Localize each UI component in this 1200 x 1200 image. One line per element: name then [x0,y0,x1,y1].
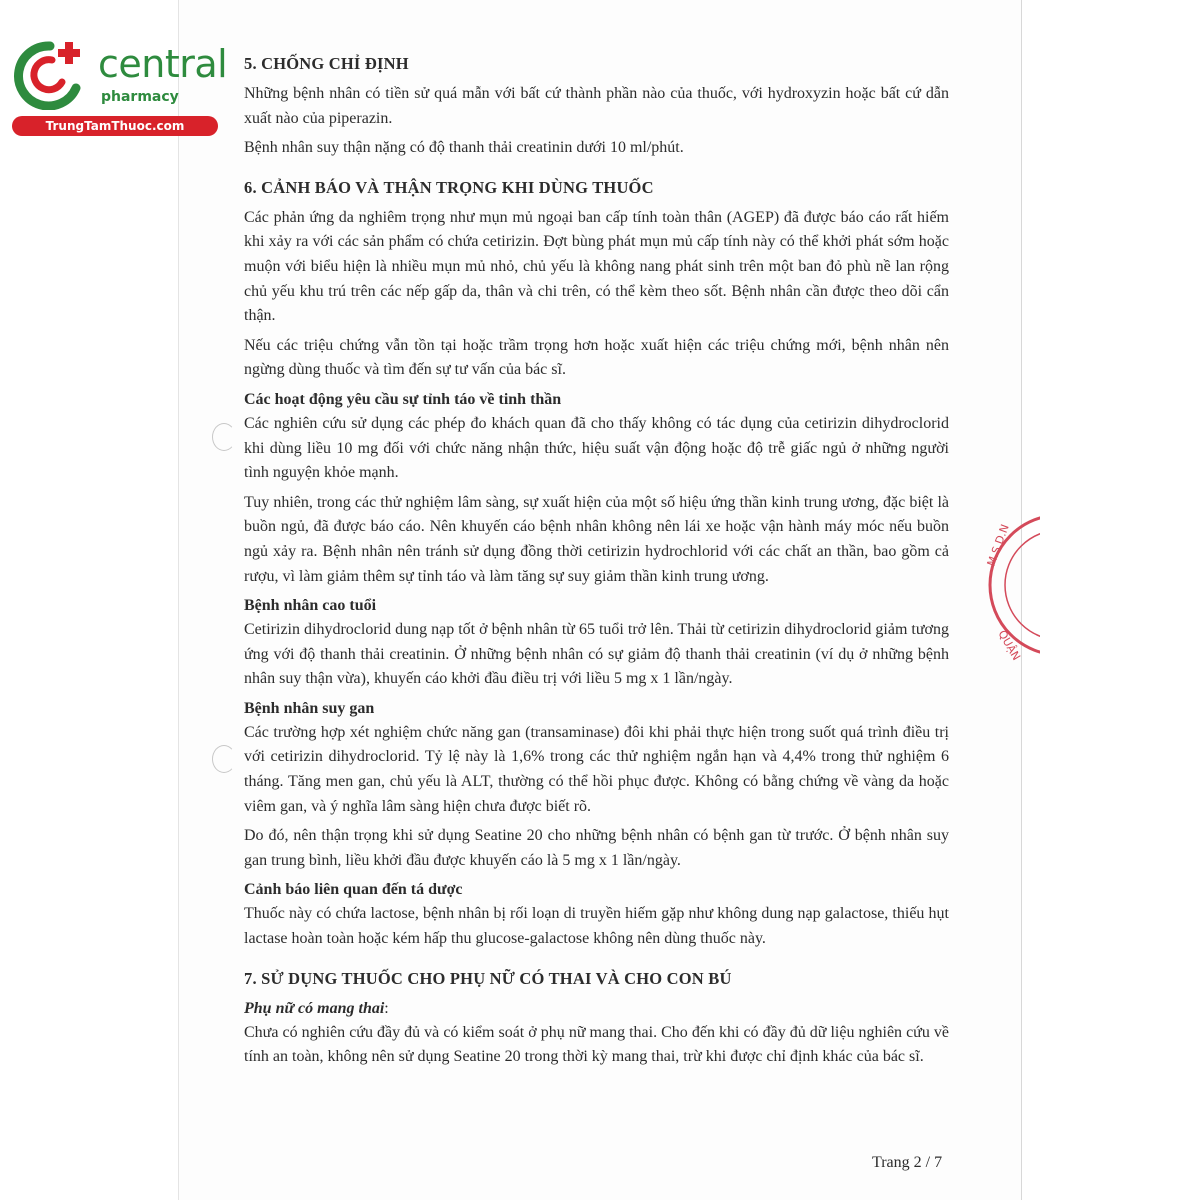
paragraph: Các nghiên cứu sử dụng các phép đo khách quan đã cho thấy không có tác dụng của cetirizin dihydroclorid khi dùng liều 10 mg đối với chức năng nhận thức, hiệu suất vận động hoặc độ trễ giấc ngủ ở những người tình nguyện khỏe mạnh. [244,414,949,482]
red-stamp [980,505,1040,665]
paragraph: Những bệnh nhân có tiền sử quá mẫn với bất cứ thành phần nào của thuốc, với hydroxyzin hoặc bất cứ dẫn xuất nào của piperazin. [244,85,949,127]
paragraph: Các trường hợp xét nghiệm chức năng gan (transaminase) đôi khi phải thực hiện trong suốt quá trình điều trị với cetirizin dihydroclorid. Tỷ lệ này là 1,6% trong các thử nghiệm ngắn hạn và 4,4% trong thử nghiệm 6 tháng. Tăng men gan, chủ yếu là ALT, thường có thể hồi phục được. Không có bằng chứng về vàng da hoặc viêm gan, và ý nghĩa lâm sàng hiện chưa được biết rõ. [244,723,949,815]
punch-hole-mark [212,745,236,773]
logo-site-url[interactable]: TrungTamThuoc.com [12,116,218,136]
paragraph: Tuy nhiên, trong các thử nghiệm lâm sàng, sự xuất hiện của một số hiệu ứng thần kinh trung ương, đặc biệt là buồn ngủ, đã được báo cáo. Nên khuyến cáo bệnh nhân không nên lái xe hoặc vận hành máy móc nếu buồn ngủ xảy ra. Bệnh nhân nên tránh sử dụng đồng thời cetirizin hydrochlorid với các chất an thần, bao gồm cả rượu, vì làm giảm thêm sự tỉnh táo và làm tăng sự suy giảm thần kinh trung ương. [244,493,949,585]
document-content [244,52,949,1075]
subheading: Bệnh nhân suy gan [244,699,375,717]
stamp-text: M.S.D.N [984,522,1012,569]
paragraph: Cetirizin dihydroclorid dung nạp tốt ở bệnh nhân từ 65 tuổi trở lên. Thải từ cetirizin dihydroclorid giảm tương ứng với độ thanh thải creatinin. Ở những bệnh nhân có sự giảm độ thanh thải creatinin (ví dụ ở những bệnh nhân suy thận vừa), khuyến cáo khởi đầu điều trị với liều 5 mg x 1 lần/ngày. [244,621,949,688]
paragraph: Bệnh nhân suy thận nặng có độ thanh thải creatinin dưới 10 ml/phút. [244,139,684,157]
logo-brand-name: central [98,42,228,86]
subheading: Cảnh báo liên quan đến tá dược [244,881,463,899]
paragraph: Chưa có nghiên cứu đầy đủ và có kiểm soát ở phụ nữ mang thai. Cho đến khi có đầy đủ dữ liệu nghiên cứu về tính an toàn, không nên sử dụng Seatine 20 trong thời kỳ mang thai, trừ khi được chỉ định khác của bác sĩ. [244,1023,949,1066]
pharmacy-logo[interactable] [10,36,228,138]
italic-subheading-text: Phụ nữ có mang thai [244,999,385,1017]
subheading: Bệnh nhân cao tuổi [244,597,377,615]
paragraph: Do đó, nên thận trọng khi sử dụng Seatine 20 cho những bệnh nhân có bệnh gan từ trước. Ở bệnh nhân suy gan trung bình, liều khởi đầu được khuyến cáo là 5 mg x 1 lần/ngày. [244,827,949,869]
paragraph: Thuốc này có chứa lactose, bệnh nhân bị rối loạn di truyền hiếm gặp như không dung nạp galactose, thiếu hụt lactase hoàn toàn hoặc kém hấp thu glucose-galactose không nên dùng thuốc này. [244,905,949,948]
italic-subheading [244,997,949,1021]
subheading-colon: : [384,999,389,1017]
section-6-title: 6. CẢNH BÁO VÀ THẬN TRỌNG KHI DÙNG THUỐC [244,177,654,197]
punch-hole-mark [212,423,236,451]
section-5-title: 5. CHỐNG CHỈ ĐỊNH [244,54,409,73]
section-7-title: 7. SỬ DỤNG THUỐC CHO PHỤ NỮ CÓ THAI VÀ CHO CON BÚ [244,968,732,988]
pharmacy-cross-logo-icon [10,38,90,110]
stamp-text: QUẬN [995,628,1023,663]
logo-subtitle: pharmacy [101,89,179,105]
paragraph: Nếu các triệu chứng vẫn tồn tại hoặc trầm trọng hơn hoặc xuất hiện các triệu chứng mới, bệnh nhân nên ngừng dùng thuốc và tìm đến sự tư vấn của bác sĩ. [244,336,949,379]
subheading: Các hoạt động yêu cầu sự tỉnh táo về tinh thần [244,390,562,408]
page-number: Trang 2 / 7 [872,1154,943,1171]
paragraph: Các phản ứng da nghiêm trọng như mụn mủ ngoại ban cấp tính toàn thân (AGEP) đã được báo cáo rất hiếm khi xảy ra với các sản phẩm có chứa cetirizin. Đợt bùng phát mụn mủ cấp tính này có thể khởi phát sớm hoặc muộn với biểu hiện là nhiều mụn mủ nhỏ, chủ yếu là không nang phát sinh trên một ban đỏ phù nề lan rộng chủ yếu khu trú trên các nếp gấp da, thân và chi trên, có thể kèm theo sốt. Bệnh nhân cần được theo dõi cẩn thận. [244,208,949,325]
